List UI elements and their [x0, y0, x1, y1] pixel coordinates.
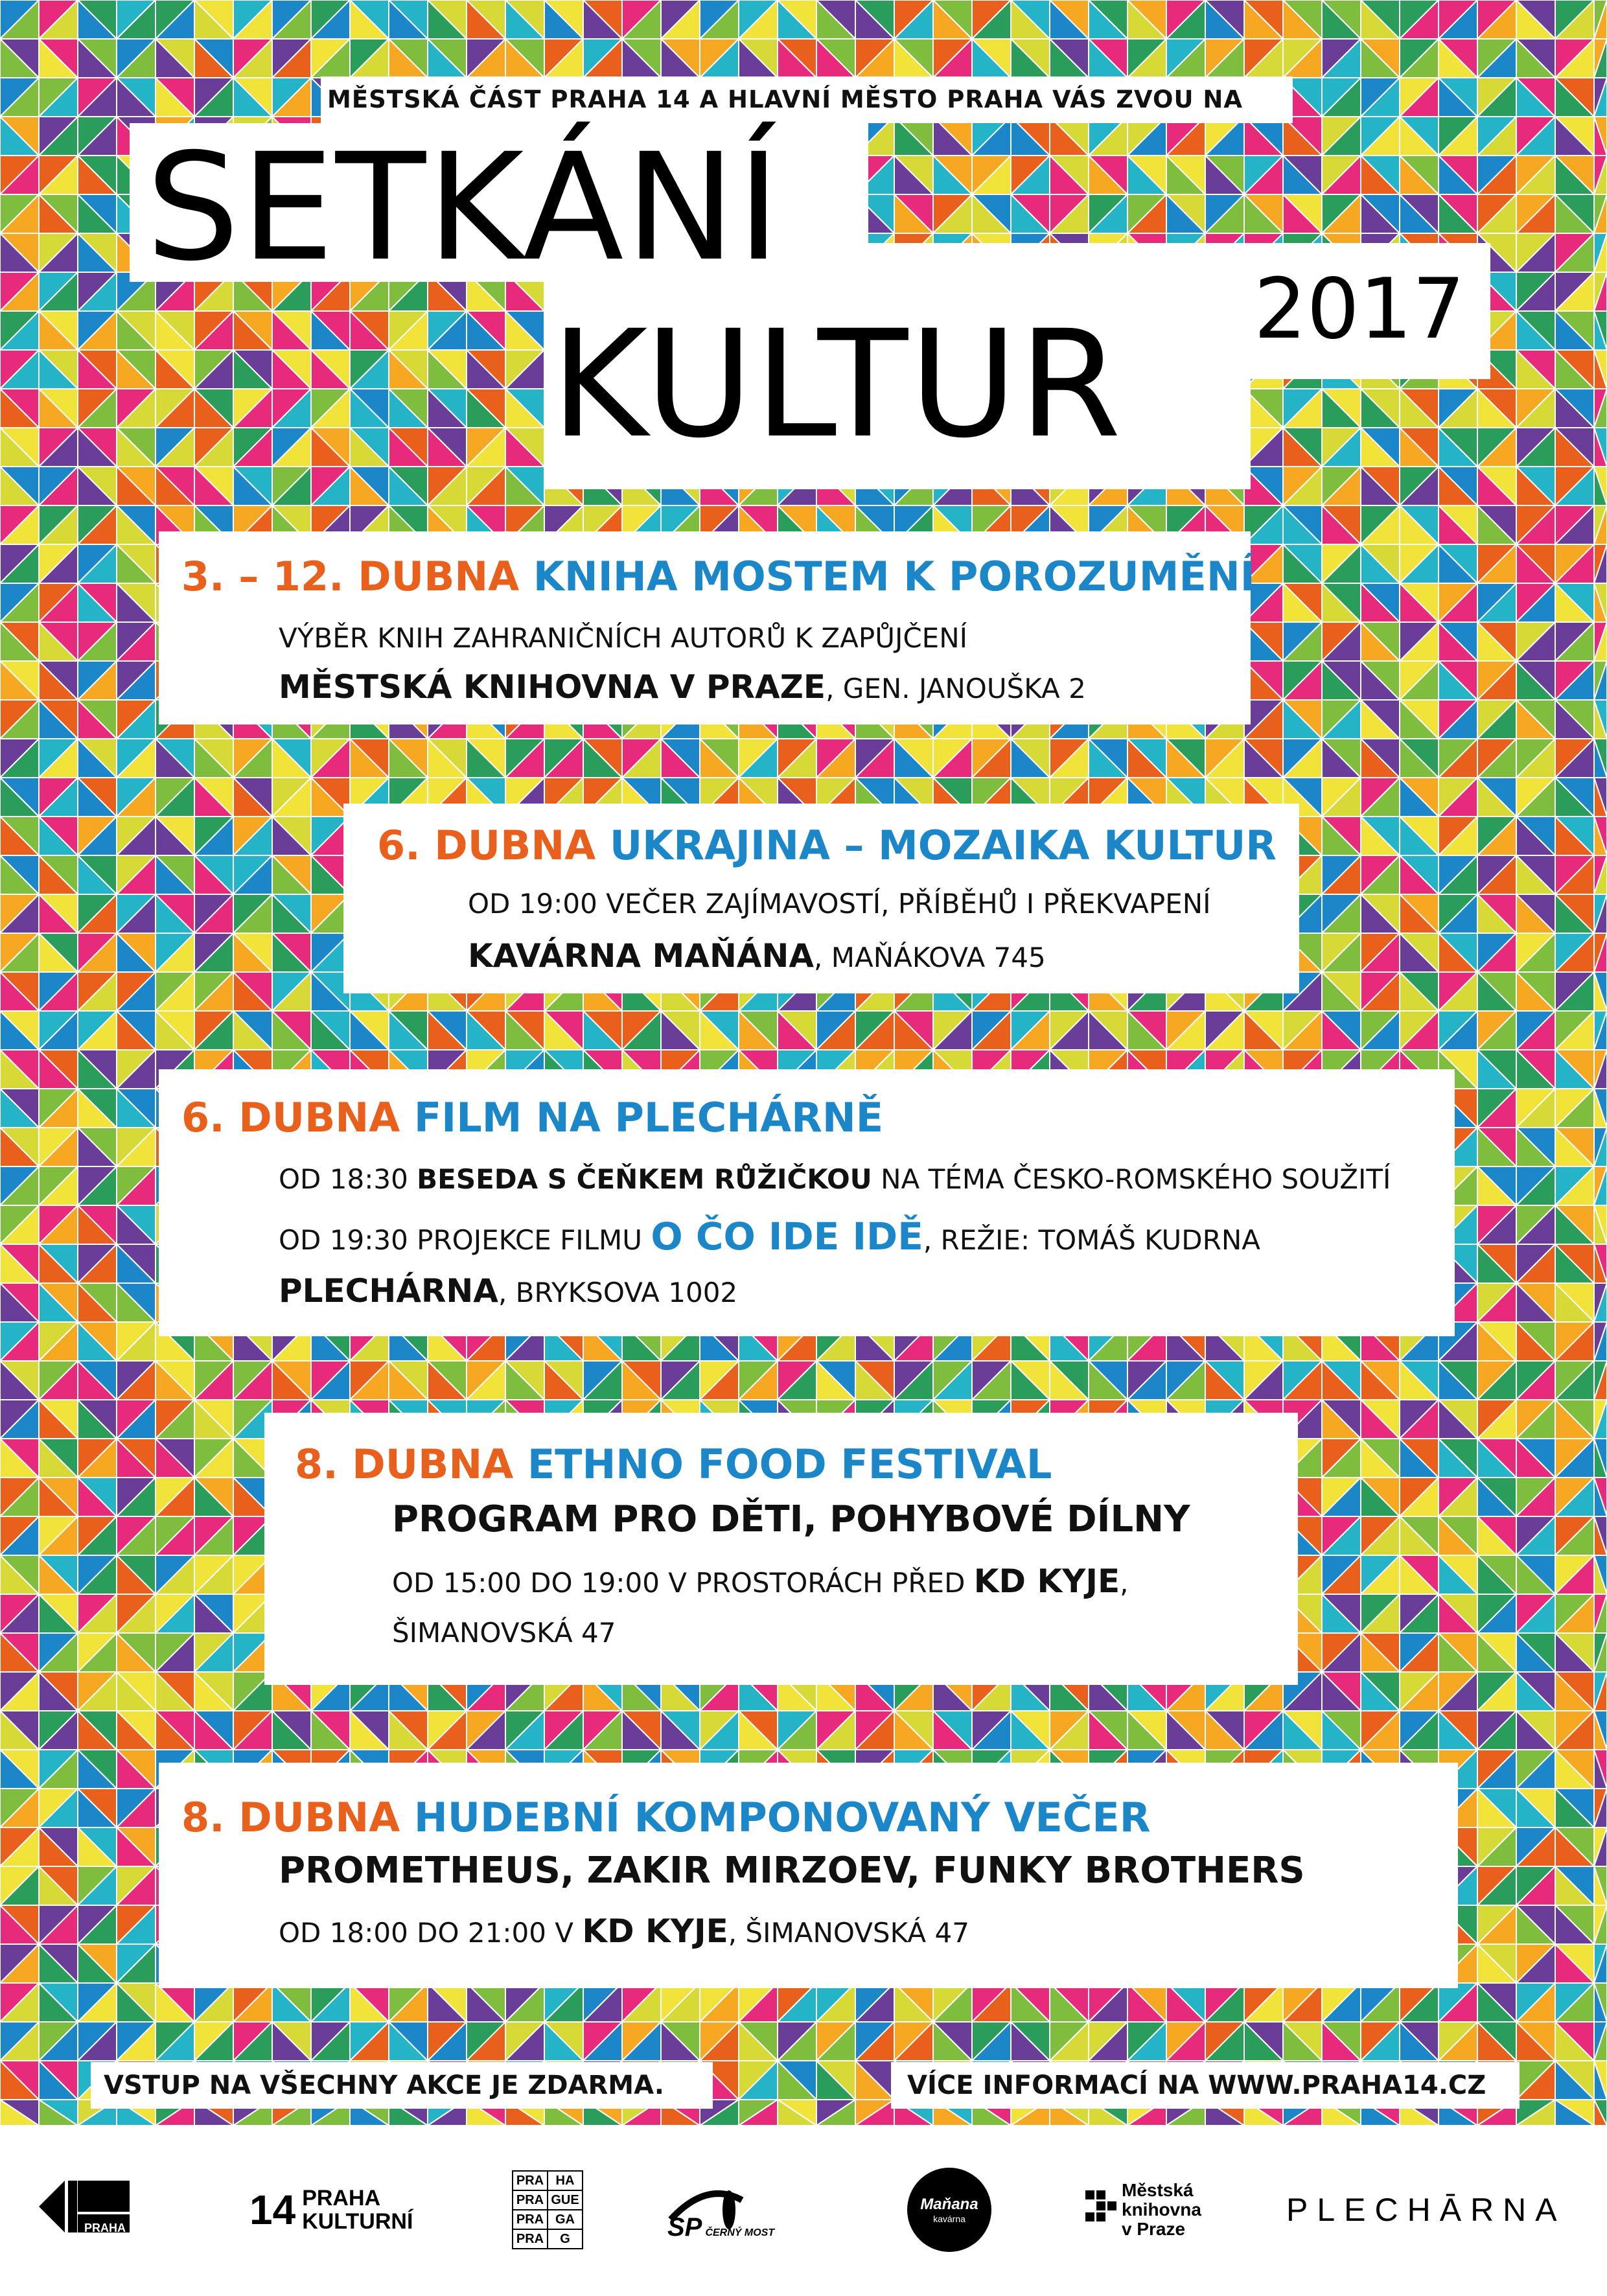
- event-3-director: , REŽIE: TOMÁŠ KUDRNA: [923, 1224, 1260, 1256]
- event-1-description: VÝBĚR KNIH ZAHRANIČNÍCH AUTORŮ K ZAPŮJČENÍ: [279, 622, 968, 654]
- event-5-venue: KD KYJE: [582, 1912, 728, 1950]
- event-5-date: 8. DUBNA: [181, 1794, 400, 1841]
- manana-logo-sub: kavárna: [933, 2214, 965, 2224]
- kulturni-number: 14: [249, 2186, 296, 2233]
- event-3-film-title: O ČO IDE IDĚ: [651, 1214, 923, 1258]
- mkp-line-3: v Praze: [1122, 2219, 1186, 2239]
- event-1-address: , GEN. JANOUŠKA 2: [826, 673, 1086, 704]
- event-2-name: UKRAJINA – MOZAIKA KULTUR: [609, 822, 1277, 869]
- event-2-venue: KAVÁRNA MAŇÁNA: [468, 937, 815, 975]
- mkp-line-2: knihovna: [1122, 2199, 1201, 2220]
- plecharna-logo: [1286, 2164, 1571, 2255]
- event-3-time-1: OD 18:30: [279, 1163, 417, 1195]
- event-3-venue: PLECHÁRNA: [279, 1272, 498, 1310]
- event-1-venue-line: [279, 667, 1086, 708]
- event-4-time-line: [392, 1562, 1129, 1603]
- event-2-heading: [377, 820, 1277, 872]
- prague-grid-cell: PRA: [513, 2172, 547, 2190]
- event-4-comma: ,: [1120, 1567, 1129, 1599]
- event-4-name: ETHNO FOOD FESTIVAL: [527, 1441, 1052, 1488]
- event-2-date: 6. DUBNA: [377, 822, 596, 869]
- event-4-time: OD 15:00 DO 19:00 V PROSTORÁCH PŘED: [392, 1567, 974, 1599]
- praha14-logo-label: PRAHA 14: [84, 2221, 126, 2248]
- plecharna-logo-text: PLECHĀRNA: [1286, 2192, 1566, 2228]
- more-info-note: VÍCE INFORMACÍ NA WWW.PRAHA14.CZ: [907, 2070, 1486, 2100]
- event-4-program: PROGRAM PRO DĚTI, POHYBOVÉ DÍLNY: [392, 1498, 1190, 1540]
- prague-grid-cell: PRA: [513, 2230, 547, 2248]
- event-5-name: HUDEBNÍ KOMPONOVANÝ VEČER: [413, 1794, 1151, 1841]
- event-4-venue: KD KYJE: [973, 1562, 1120, 1600]
- free-entry-note: VSTUP NA VŠECHNY AKCE JE ZDARMA.: [104, 2070, 664, 2100]
- event-3-topic: NA TÉMA ČESKO-ROMSKÉHO SOUŽITÍ: [872, 1163, 1391, 1195]
- event-5-address: , ŠIMANOVSKÁ 47: [728, 1917, 969, 1949]
- event-3-heading: [181, 1092, 883, 1144]
- mestska-knihovna-logo: [1085, 2164, 1234, 2255]
- kulturni-label: KULTURNÍ: [302, 2209, 413, 2234]
- manana-logo-text: Maňana: [920, 2196, 978, 2213]
- event-3-discussion: BESEDA S ČEŇKEM RŮŽIČKOU: [417, 1163, 872, 1195]
- praha14-kulturni-logo: [249, 2164, 431, 2255]
- praha14-logo: [39, 2164, 136, 2255]
- event-4-date: 8. DUBNA: [295, 1441, 514, 1488]
- invitation-line: MĚSTSKÁ ČÁST PRAHA 14 A HLAVNÍ MĚSTO PRAHA VÁS ZVOU NA: [327, 86, 1243, 113]
- event-1-name: KNIHA MOSTEM K POROZUMĚNÍ: [533, 553, 1255, 600]
- event-2-address: , MAŇÁKOVA 745: [814, 942, 1046, 973]
- mkp-line-1: Městská: [1122, 2180, 1194, 2200]
- sp-text: SP: [667, 2213, 702, 2242]
- event-4-address: ŠIMANOVSKÁ 47: [392, 1617, 616, 1649]
- kavarna-manana-logo: [904, 2164, 995, 2255]
- sp-subtext: ČERNÝ MOST: [705, 2227, 775, 2238]
- prague-grid-cell: GUE: [548, 2191, 582, 2209]
- title-year: 2017: [1254, 261, 1465, 358]
- event-5-heading: [181, 1792, 1150, 1844]
- event-3-venue-line: [279, 1271, 737, 1312]
- title-setkani: SETKÁNÍ: [146, 121, 782, 294]
- event-5-performers: PROMETHEUS, ZAKIR MIRZOEV, FUNKY BROTHERS: [279, 1850, 1305, 1892]
- prague-grid-cell: GA: [548, 2210, 582, 2229]
- event-5-time-line: [279, 1912, 969, 1953]
- kulturni-praha: PRAHA: [302, 2186, 381, 2210]
- sp-cerny-most-logo: [667, 2164, 836, 2255]
- prague-grid-cell: HA: [548, 2172, 582, 2190]
- mkp-mark-icon: [1085, 2190, 1116, 2229]
- prague-grid-cell: PRA: [513, 2210, 547, 2229]
- event-4-heading: [295, 1439, 1052, 1490]
- event-2-description: OD 19:00 VEČER ZAJÍMAVOSTÍ, PŘÍBĚHŮ I PŘEKVAPENÍ: [468, 888, 1211, 920]
- event-3-date: 6. DUBNA: [181, 1094, 400, 1141]
- event-3-name: FILM NA PLECHÁRNĚ: [413, 1094, 884, 1141]
- event-3-time-2: OD 19:30 PROJEKCE FILMU: [279, 1224, 651, 1256]
- event-5-time: OD 18:00 DO 21:00 V: [279, 1917, 583, 1949]
- prague-grid-cell: G: [548, 2230, 582, 2248]
- event-3-address: , BRYKSOVA 1002: [498, 1277, 738, 1308]
- prague-grid-cell: PRA: [513, 2191, 547, 2209]
- title-kultur: KULTUR: [551, 298, 1123, 470]
- event-1-date: 3. – 12. DUBNA: [181, 553, 520, 600]
- prague-grid-logo: [512, 2164, 583, 2255]
- event-2-venue-line: [468, 936, 1046, 977]
- event-3-line-2: [279, 1214, 1260, 1260]
- event-3-line-1: [279, 1160, 1391, 1199]
- event-1-venue: MĚSTSKÁ KNIHOVNA V PRAZE: [279, 668, 826, 706]
- event-1-heading: [181, 551, 1255, 603]
